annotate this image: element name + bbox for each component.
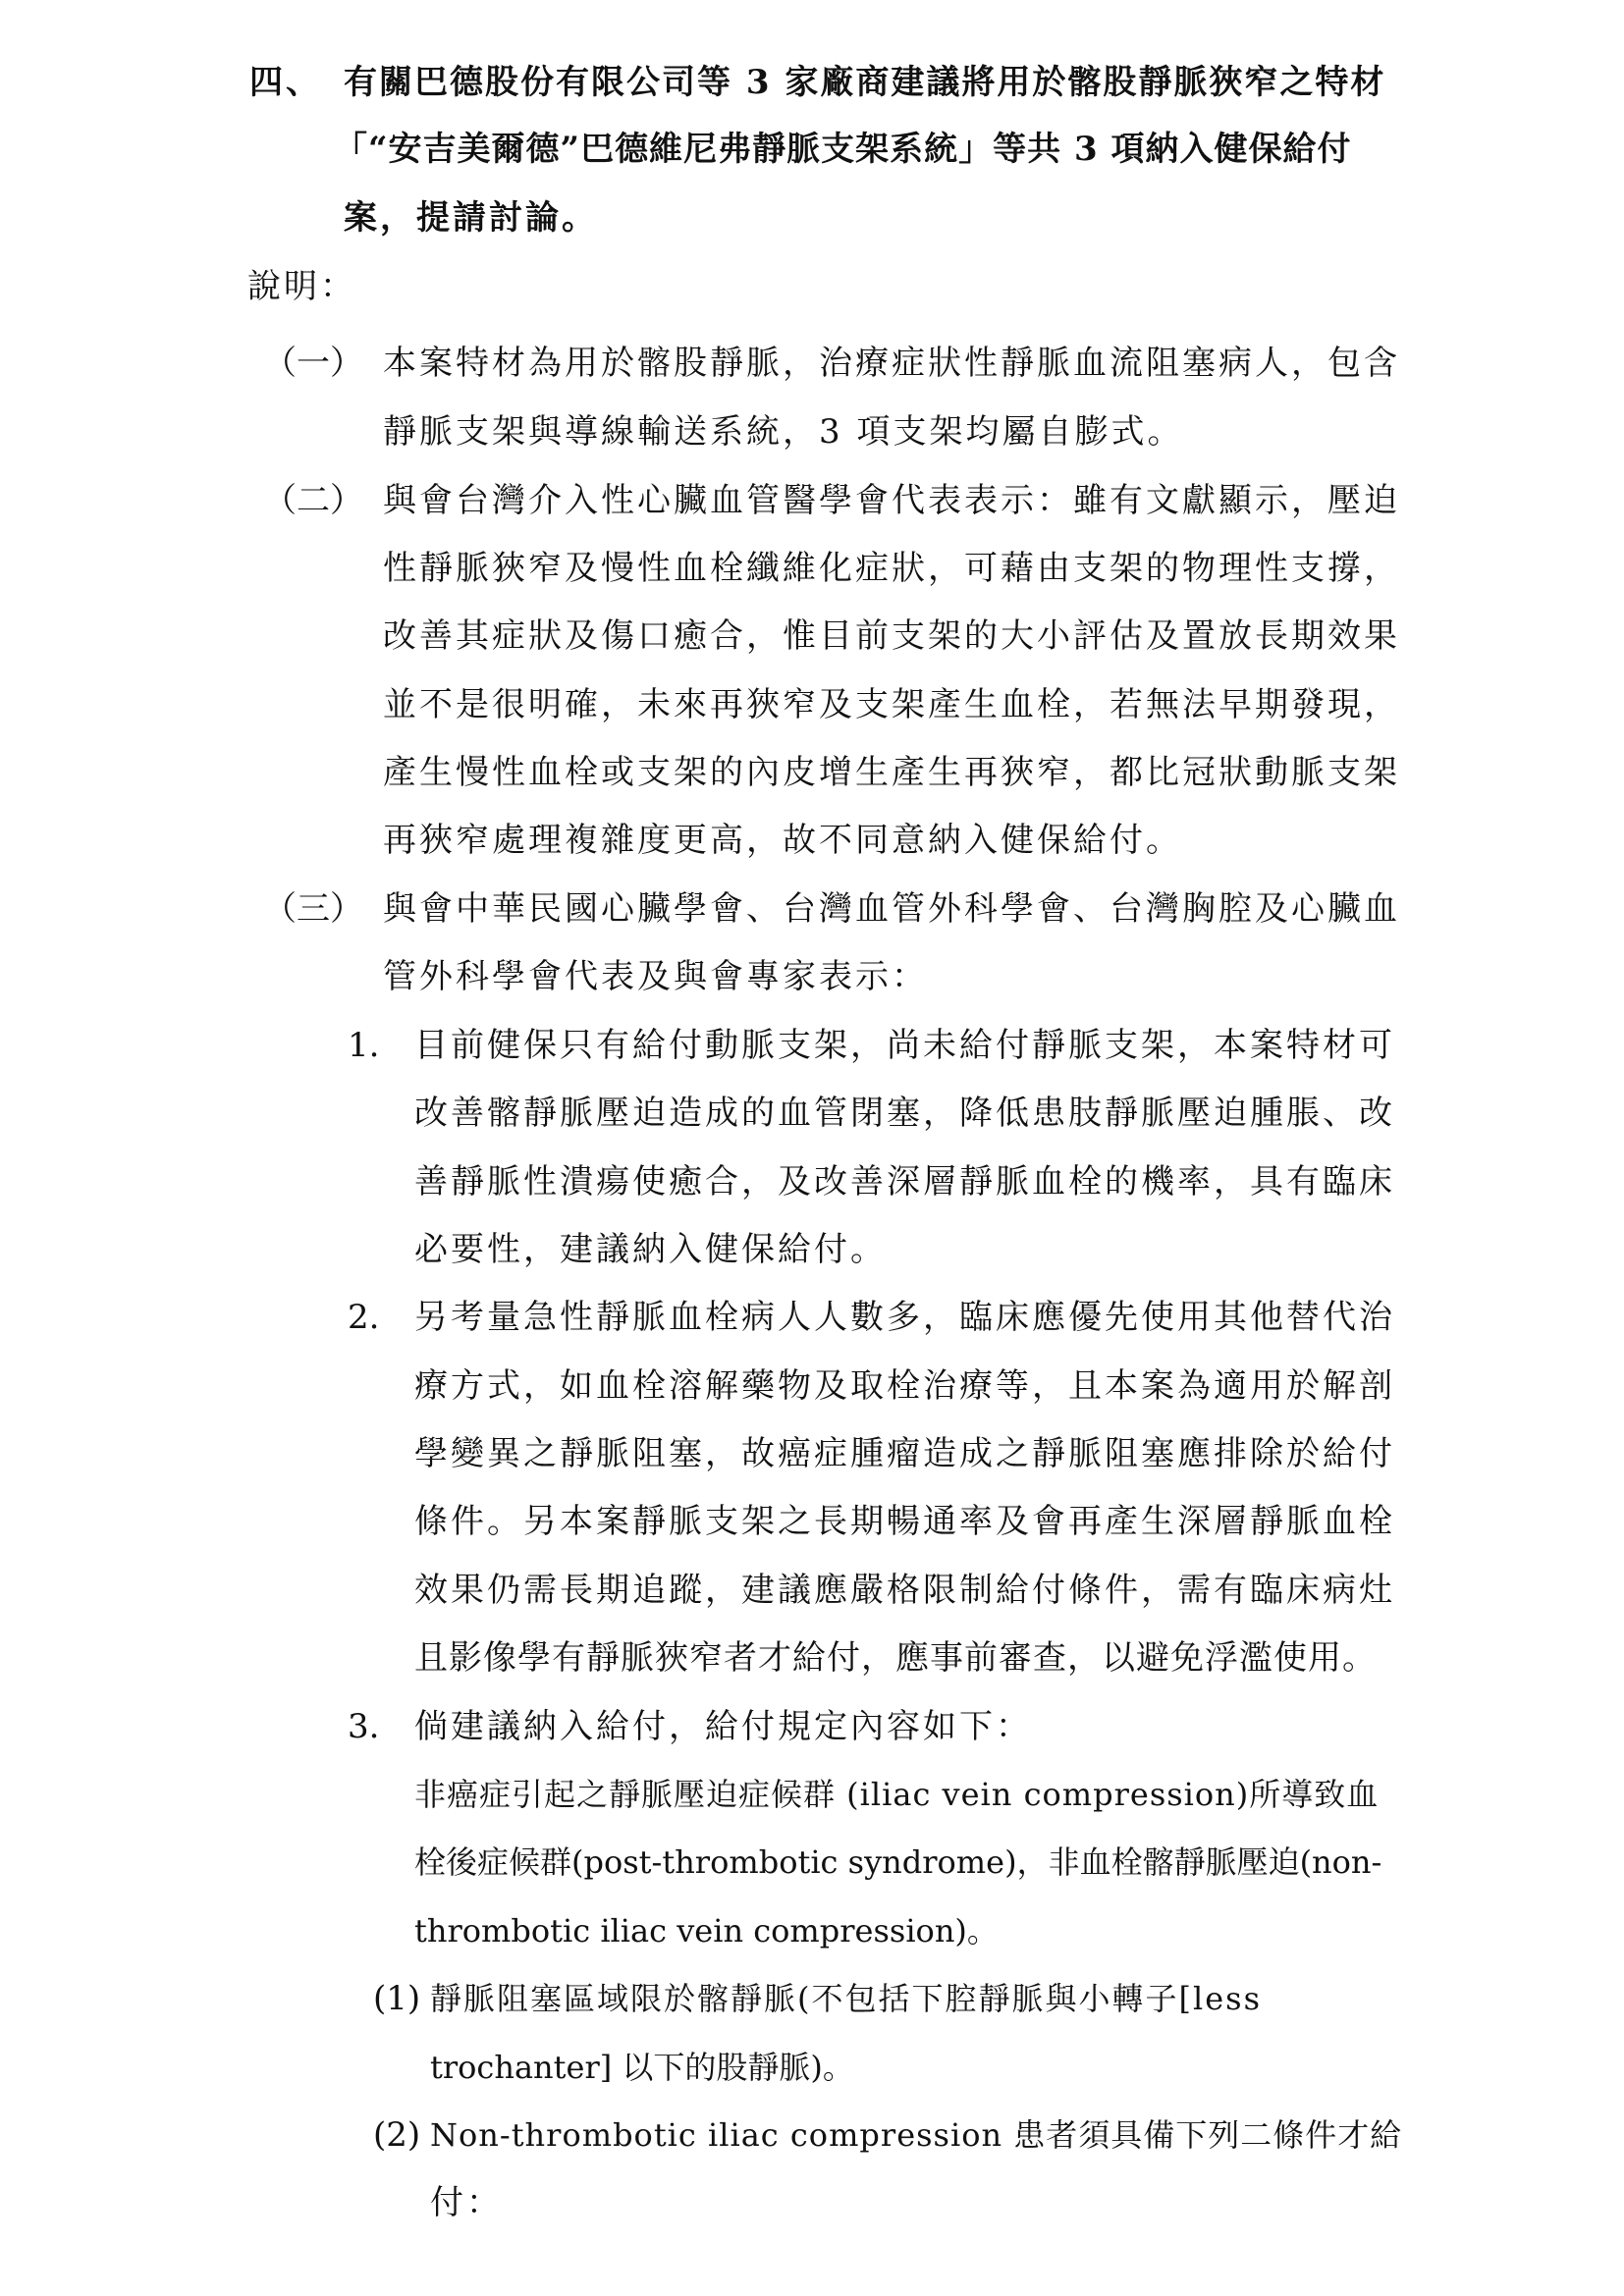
section-line: 並不是很明確，未來再狹窄及支架產生血栓，若無法早期發現， [383, 685, 1400, 724]
point-line: 非癌症引起之靜脈壓迫症候群 (iliac vein compression)所導致血 [414, 1776, 1380, 1813]
item-number: 四、 [249, 63, 322, 102]
section-line: 產生慢性血栓或支架的內皮增生產生再狹窄，都比冠狀動脈支架 [383, 753, 1400, 792]
point-line: 必要性，建議納入健保給付。 [414, 1230, 887, 1269]
section-line: 與會台灣介入性心臟血管醫學會代表表示：雖有文獻顯示，壓迫 [383, 481, 1400, 520]
section-line: 性靜脈狹窄及慢性血栓纖維化症狀，可藉由支架的物理性支撐， [383, 549, 1400, 588]
section-line: 靜脈支架與導線輸送系統，3 項支架均屬自膨式。 [383, 412, 1184, 452]
section-marker: （三） [263, 889, 363, 929]
point-marker: 3. [348, 1707, 380, 1746]
point-line: thrombotic iliac vein compression)。 [414, 1912, 999, 1949]
section-line: 本案特材為用於髂股靜脈，治療症狀性靜脈血流阻塞病人，包含 [383, 344, 1400, 383]
point-line: 療方式，如血栓溶解藥物及取栓治療等，且本案為適用於解剖 [414, 1366, 1395, 1406]
section-marker: （二） [263, 481, 363, 520]
section-marker: （一） [263, 344, 363, 383]
point-line: 學變異之靜脈阻塞，故癌症腫瘤造成之靜脈阻塞應排除於給付 [414, 1434, 1395, 1473]
point-line: 目前健保只有給付動脈支架，尚未給付靜脈支架，本案特材可 [414, 1026, 1395, 1065]
section-line: 再狹窄處理複雜度更高，故不同意納入健保給付。 [383, 821, 1182, 860]
point-line: 栓後症候群(post-thrombotic syndrome)，非血栓髂靜脈壓迫(non- [414, 1843, 1382, 1881]
point-line: 改善髂靜脈壓迫造成的血管閉塞，降低患肢靜脈壓迫腫脹、改 [414, 1094, 1395, 1133]
item-title-line: 案，提請討論。 [344, 198, 598, 238]
subpoint-line: Non-thrombotic iliac compression 患者須具備下列二條件才給 [430, 2116, 1403, 2154]
subpoint-line: 靜脈阻塞區域限於髂靜脈(不包括下腔靜脈與小轉子[less [430, 1980, 1262, 2017]
section-line: 與會中華民國心臟學會、台灣血管外科學會、台灣胸腔及心臟血 [383, 889, 1400, 929]
subpoint-line: trochanter] 以下的股靜脈)。 [430, 2049, 854, 2086]
item-title-line: 「“安吉美爾德”巴德維尼弗靜脈支架系統」等共 3 項納入健保給付 [334, 130, 1352, 169]
point-line: 倘建議納入給付，給付規定內容如下： [414, 1707, 1032, 1746]
point-marker: 1. [348, 1026, 380, 1065]
point-line: 善靜脈性潰瘍使癒合，及改善深層靜脈血栓的機率，具有臨床 [414, 1162, 1395, 1201]
section-line: 管外科學會代表及與會專家表示： [383, 957, 928, 996]
explanation-label: 說明： [247, 267, 356, 306]
subpoint-marker: (2) [373, 2115, 421, 2155]
point-marker: 2. [348, 1298, 380, 1337]
point-line: 另考量急性靜脈血栓病人人數多，臨床應優先使用其他替代治 [414, 1298, 1395, 1337]
point-line: 效果仍需長期追蹤，建議應嚴格限制給付條件，需有臨床病灶 [414, 1571, 1395, 1610]
point-line: 條件。另本案靜脈支架之長期暢通率及會再產生深層靜脈血栓 [414, 1502, 1395, 1541]
item-title-line: 有關巴德股份有限公司等 3 家廠商建議將用於髂股靜脈狹窄之特材 [344, 63, 1386, 102]
section-line: 改善其症狀及傷口癒合，惟目前支架的大小評估及置放長期效果 [383, 616, 1400, 656]
subpoint-marker: (1) [373, 1979, 421, 2018]
subpoint-line: 付： [430, 2183, 503, 2222]
point-line: 且影像學有靜脈狹窄者才給付，應事前審查，以避免浮濫使用。 [414, 1638, 1377, 1678]
